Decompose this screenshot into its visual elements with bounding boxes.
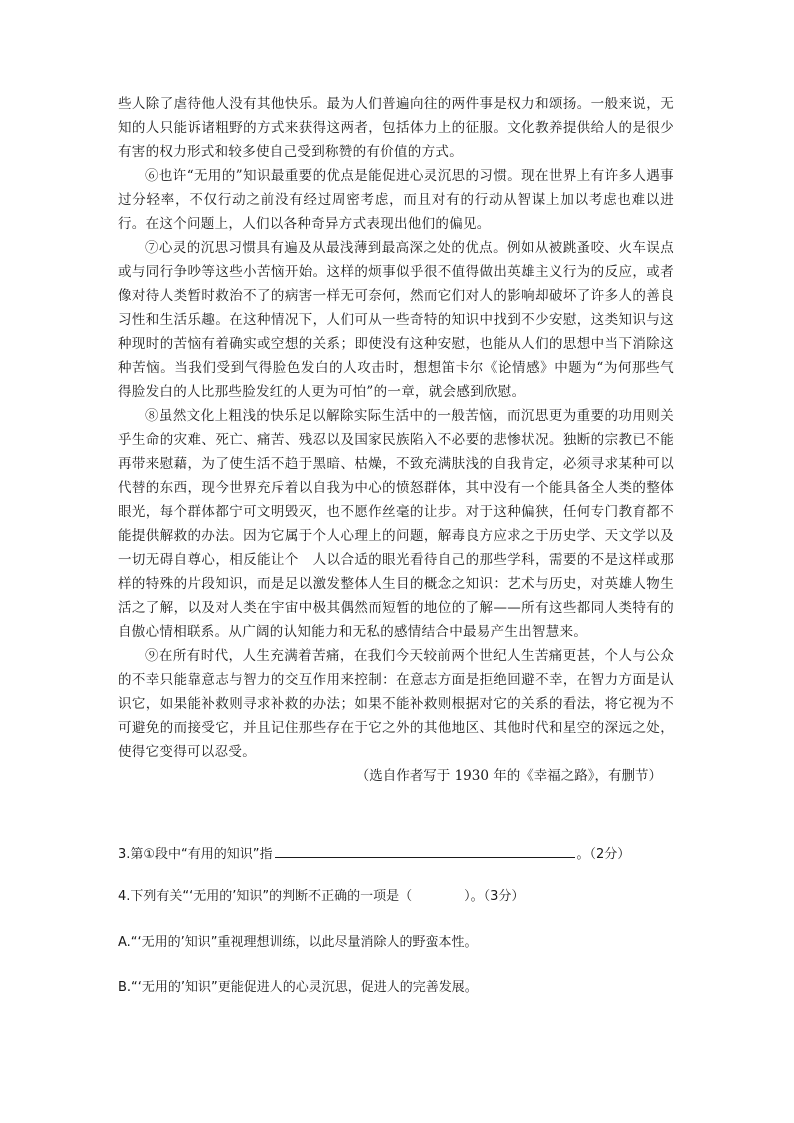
question-3-suffix: 。（2分） xyxy=(576,847,631,862)
question-4: 4.下列有关“‘无用的’知识”的判断不正确的一项是（ ）。（3分） xyxy=(118,889,525,904)
passage-body xyxy=(118,92,674,788)
answer-blank[interactable] xyxy=(275,843,575,858)
paragraph-9: ⑨在所有时代，人生充满着苦痛，在我们今天较前两个世纪人生苦痛更甚，个人与公众的不幸只能靠意志与智力的交互作用来控制：在意志方面是拒绝回避不幸，在智力方面是认识它，如果能补救则寻求补救的办法；如果不能补救则根据对它的关系的看法，将它视为不可避免的而接受它，并且记住那些存在于它之外的其他地区、其他时代和星空的深远之处，使得它变得可以忍受。 xyxy=(118,648,674,760)
option-a: A.“‘无用的’知识”重视理想训练，以此尽量消除人的野蛮本性。 xyxy=(118,935,478,950)
source-note: （选自作者写于 1930 年的《幸福之路》，有删节） xyxy=(355,768,662,784)
paragraph-6: ⑥也许“无用的”知识最重要的优点是能促进心灵沉思的习惯。现在世界上有许多人遇事过分轻率，不仅行动之前没有经过周密考虑，而且对有的行动从智谋上加以考虑也难以进行。在这个问题上，人们以各种奇异方式表现出他们的偏见。 xyxy=(118,168,674,232)
paragraph-continued: 些人除了虐待他人没有其他快乐。最为人们普遍向往的两件事是权力和颂扬。一般来说，无知的人只能诉诸粗野的方式来获得这两者，包括体力上的征服。文化教养提供给人的是很少有害的权力形式和较多使自己受到称赞的有价值的方式。 xyxy=(118,96,674,160)
question-3-prefix: 3.第①段中“有用的知识”指 xyxy=(118,847,273,862)
paragraph-7: ⑦心灵的沉思习惯具有遍及从最浅薄到最高深之处的优点。例如从被跳蚤咬、火车误点或与同行争吵等这些小苦恼开始。这样的烦事似乎很不值得做出英雄主义行为的反应，或者像对待人类暂时救治不了的病害一样无可奈何，然而它们对人的影响却破坏了许多人的善良习性和生活乐趣。在这种情况下，人们可从一些奇特的知识中找到不少安慰，这类知识与这种现时的苦恼有着确实或空想的关系；即使没有这种安慰，也能从人们的思想中当下消除这种苦恼。当我们受到气得脸色发白的人攻击时，想想笛卡尔《论情感》中题为“为何那些气得脸发白的人比那些脸发红的人更为可怕”的一章，就会感到欣慰。 xyxy=(118,240,674,400)
option-b: B.“‘无用的’知识”更能促进人的心灵沉思，促进人的完善发展。 xyxy=(118,980,478,995)
paragraph-8: ⑧虽然文化上粗浅的快乐足以解除实际生活中的一般苦恼，而沉思更为重要的功用则关乎生命的灾难、死亡、痛苦、残忍以及国家民族陷入不必要的悲惨状况。独断的宗教已不能再带来慰藉，为了使生活不趋于黑暗、枯燥，不致充满肤浅的自我肯定，必须寻求某种可以代替的东西，现今世界充斥着以自我为中心的愤怒群体，其中没有一个能具备全人类的整体眼光，每个群体都宁可文明毁灭，也不愿作丝毫的让步。对于这种偏狭，任何专门教育都不能提供解救的办法。因为它属于个人心理上的问题，解毒良方应求之于历史学、天文学以及一切无碍自尊心，相反能让个 人以合适的眼光看待自己的那些学科，需要的不是这样或那样的特殊的片段知识，而是足以激发整体人生目的概念之知识：艺术与历史，对英雄人物生活之了解，以及对人类在宇宙中极其偶然而短暂的地位的了解——所有这些都同人类特有的自傲心情相联系。从广阔的认知能力和无私的感情结合中最易产生出智慧来。 xyxy=(118,408,674,640)
question-3 xyxy=(118,843,630,865)
